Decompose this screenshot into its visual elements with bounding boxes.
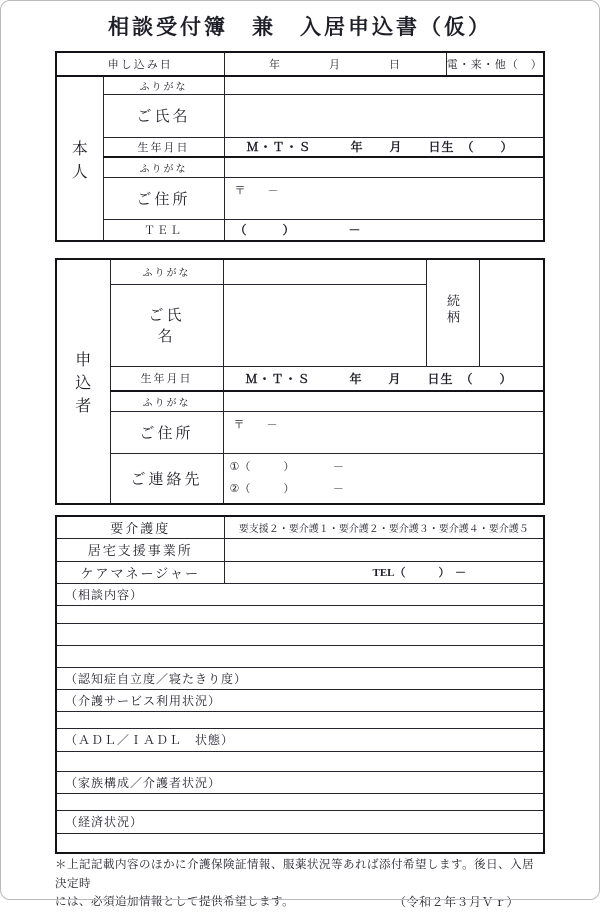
section-row-blank (56, 751, 544, 771)
applicant-furigana-field (223, 259, 426, 284)
application-date-label: 申し込み日 (56, 52, 224, 76)
applicant-birthdate-label: 生年月日 (110, 366, 223, 391)
applicant-address-field: 〒 － (223, 411, 544, 453)
section-label-service-usage: （介護サービス利用状況） (56, 689, 544, 711)
contact-method-field: 電・来・他（ ） (446, 52, 544, 76)
footer-version: （令和２年３月Ｖｒ） (393, 895, 519, 910)
footer-note (55, 856, 545, 913)
blank-line (56, 751, 544, 771)
section-label-adl: （ＡＤＬ／ＩＡＤＬ 状態） (56, 728, 544, 751)
care-level-row (56, 516, 544, 538)
section-row-blank (56, 711, 544, 728)
care-level-label: 要介護度 (56, 516, 224, 538)
section-row-adl (56, 728, 544, 751)
person-tel-row (56, 219, 544, 241)
applicant-info-table (55, 258, 545, 505)
blank-line (56, 711, 544, 728)
person-address-field: 〒 － (224, 177, 544, 219)
person-tel-label: ＴＥＬ (103, 219, 224, 241)
blank-line (56, 793, 544, 810)
blank-line (56, 645, 544, 667)
person-group-char1: 本 (71, 140, 88, 158)
section-row-consultation (56, 583, 544, 605)
application-date-row (56, 52, 544, 76)
person-address-furigana-field (224, 157, 544, 177)
applicant-address-furigana-field (223, 391, 544, 411)
applicant-contact-line2: ②（ ） － (229, 483, 344, 496)
person-name-field (224, 94, 544, 137)
section-row-blank (56, 793, 544, 810)
blank-line (56, 605, 544, 623)
applicant-address-furigana-label: ふりがな (110, 391, 223, 411)
section-row-blank (56, 605, 544, 623)
person-group-header (56, 76, 103, 241)
support-office-label: 居宅支援事業所 (56, 538, 224, 561)
applicant-birthdate-row (56, 366, 544, 391)
applicant-group-header (56, 259, 110, 504)
person-birthdate-row (56, 137, 544, 157)
section-row-service-usage (56, 689, 544, 711)
person-tel-field: （ ） － (224, 219, 544, 241)
applicant-furigana-label: ふりがな (110, 259, 223, 284)
applicant-address-label: ご住所 (110, 411, 223, 453)
applicant-name-label-line1: ご氏 (148, 308, 185, 324)
footer-note-line2 (55, 893, 545, 912)
care-details-table (55, 515, 545, 854)
blank-line (56, 833, 544, 853)
person-furigana-row (56, 76, 544, 94)
person-birthdate-label: 生年月日 (103, 137, 224, 157)
person-info-table (55, 51, 545, 242)
application-date-field: 年 月 日 (224, 52, 446, 76)
person-name-label: ご氏名 (103, 94, 224, 137)
applicant-contact-label: ご連絡先 (110, 453, 223, 504)
applicant-group-char2: 込 (75, 375, 92, 392)
applicant-address-row (56, 411, 544, 453)
document-title: 相談受付簿 兼 入居申込書（仮） (108, 15, 492, 39)
section-row-dementia (56, 667, 544, 689)
person-address-furigana-row (56, 157, 544, 177)
person-name-row (56, 94, 544, 137)
person-address-row (56, 177, 544, 219)
care-manager-row (56, 561, 544, 583)
section-label-economic: （経済状況） (56, 810, 544, 833)
care-level-options: 要支援２・要介護１・要介護２・要介護３・要介護４・要介護５ (224, 516, 544, 538)
section-label-consultation: （相談内容） (56, 583, 544, 605)
person-birthdate-field: Ｍ・Ｔ・Ｓ 年 月 日生 （ ） (224, 137, 544, 157)
section-row-economic (56, 810, 544, 833)
section-row-blank (56, 623, 544, 645)
footer-note-line1: ＊上記記載内容のほかに介護保険証情報、服薬状況等あれば添付希望します。後日、入居決定時 (55, 859, 535, 890)
relation-label-cell (426, 259, 479, 366)
section-row-family (56, 771, 544, 793)
applicant-birthdate-field: Ｍ・Ｔ・Ｓ 年 月 日生 （ ） (223, 366, 544, 391)
person-address-label: ご住所 (103, 177, 224, 219)
applicant-contact-field (223, 453, 544, 504)
section-row-blank (56, 833, 544, 853)
applicant-address-furigana-row (56, 391, 544, 411)
person-furigana-label: ふりがな (103, 76, 224, 94)
person-group-char2: 人 (71, 163, 88, 181)
support-office-row (56, 538, 544, 561)
care-manager-tel-field: TEL（ ） － (224, 561, 544, 583)
footer-note-line2-text: には、必須追加情報として提供希望します。 (55, 896, 295, 909)
applicant-contact-row (56, 453, 544, 504)
applicant-group-char1: 申 (75, 352, 92, 369)
person-address-furigana-label: ふりがな (103, 157, 224, 177)
section-label-family: （家族構成／介護者状況） (56, 771, 544, 793)
relation-field (479, 259, 544, 366)
applicant-name-label (110, 284, 223, 366)
section-row-blank (56, 645, 544, 667)
section-label-dementia: （認知症自立度／寝たきり度） (56, 667, 544, 689)
relation-label: 続柄 (445, 294, 460, 327)
applicant-name-field (223, 284, 426, 366)
care-manager-label: ケアマネージャー (56, 561, 224, 583)
support-office-field (224, 538, 544, 561)
applicant-furigana-row (56, 259, 544, 284)
blank-line (56, 623, 544, 645)
applicant-name-label-line2: 名 (157, 329, 176, 345)
person-furigana-field (224, 76, 544, 94)
applicant-contact-line1: ①（ ） － (229, 461, 344, 474)
applicant-group-char3: 者 (75, 398, 92, 415)
